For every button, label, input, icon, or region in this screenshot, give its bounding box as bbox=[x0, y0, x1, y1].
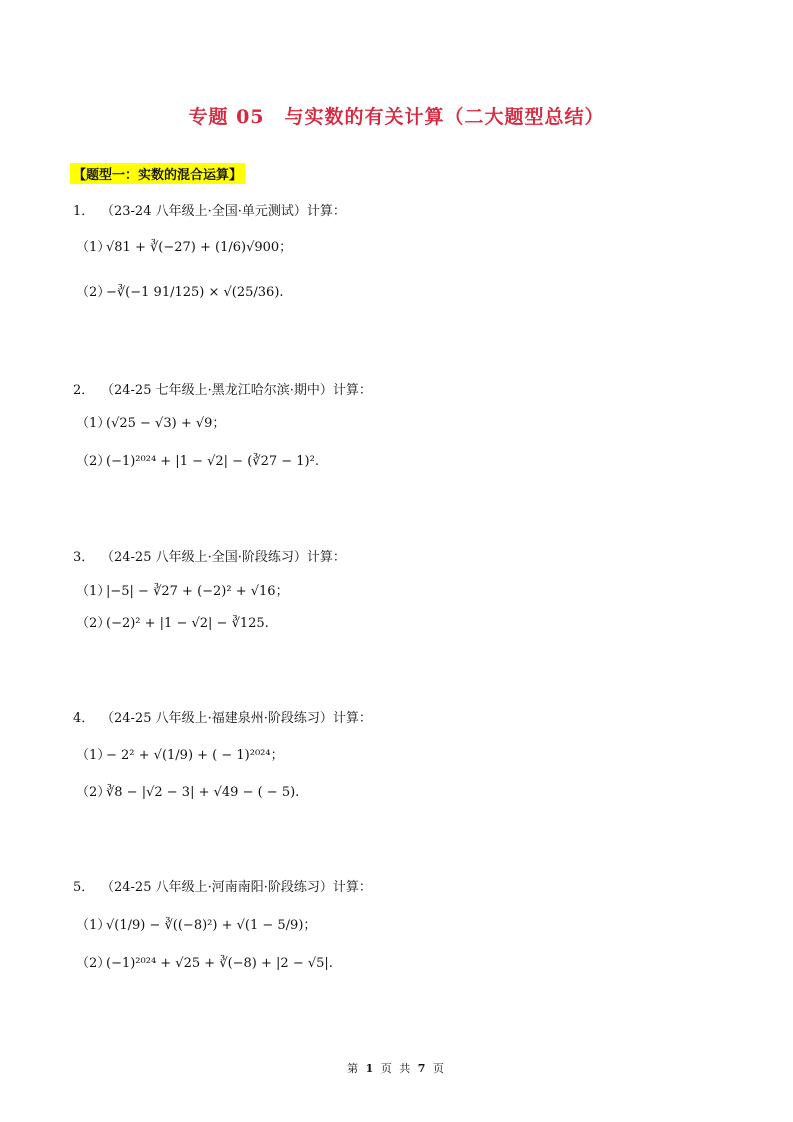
math-expression: (√25 − √3) + √9； bbox=[106, 416, 226, 431]
question-source: （24-25 八年级上·全国·阶段练习）计算： bbox=[101, 550, 346, 565]
question-1-part-1 bbox=[76, 236, 292, 255]
part-label: （1） bbox=[76, 240, 111, 255]
part-label: （1） bbox=[76, 584, 111, 599]
question-5-header bbox=[73, 876, 372, 895]
math-expression: −∛(−1 91/125) × √(25/36). bbox=[106, 285, 284, 300]
question-1-part-2 bbox=[76, 281, 284, 300]
part-label: （2） bbox=[76, 616, 111, 631]
question-1-header bbox=[73, 200, 346, 219]
part-label: （1） bbox=[76, 918, 111, 933]
total-pages: 7 bbox=[417, 1062, 428, 1075]
question-number: 1． bbox=[73, 204, 95, 219]
part-label: （2） bbox=[76, 454, 111, 469]
math-expression: (−1)²⁰²⁴ + |1 − √2| − (∛27 − 1)². bbox=[106, 454, 319, 469]
footer-middle: 页 共 bbox=[380, 1062, 413, 1075]
current-page-number: 1 bbox=[365, 1062, 376, 1075]
page-footer bbox=[0, 1060, 793, 1076]
question-2-header bbox=[73, 379, 372, 398]
part-label: （2） bbox=[76, 785, 111, 800]
question-number: 2． bbox=[73, 383, 95, 398]
math-expression: (−1)²⁰²⁴ + √25 + ∛(−8) + |2 − √5|. bbox=[106, 956, 333, 971]
question-5-part-1 bbox=[76, 914, 316, 933]
math-expression: |−5| − ∛27 + (−2)² + √16； bbox=[106, 584, 289, 599]
math-expression: ∛8 − |√2 − 3| + √49 − ( − 5). bbox=[106, 785, 300, 800]
title-main: 与实数的有关计算（二大题型总结） bbox=[284, 106, 605, 128]
question-4-part-2 bbox=[76, 781, 299, 800]
question-4-header bbox=[73, 707, 372, 726]
math-expression: − 2² + √(1/9) + ( − 1)²⁰²⁴； bbox=[106, 748, 284, 763]
math-expression: √81 + ∛(−27) + (1/6)√900； bbox=[106, 240, 293, 255]
question-source: （24-25 八年级上·福建泉州·阶段练习）计算： bbox=[101, 711, 372, 726]
part-label: （1） bbox=[76, 416, 111, 431]
question-3-part-2 bbox=[76, 612, 269, 631]
section-heading: 【题型一：实数的混合运算】 bbox=[70, 163, 245, 184]
footer-prefix: 第 bbox=[347, 1062, 361, 1075]
title-lead: 专题 05 bbox=[188, 106, 265, 128]
question-number: 4． bbox=[73, 711, 95, 726]
page-title bbox=[0, 102, 793, 129]
question-source: （24-25 八年级上·河南南阳·阶段练习）计算： bbox=[101, 880, 372, 895]
question-source: （23-24 八年级上·全国·单元测试）计算： bbox=[101, 204, 346, 219]
math-expression: √(1/9) − ∛((−8)²) + √(1 − 5/9)； bbox=[106, 918, 317, 933]
question-4-part-1 bbox=[76, 744, 284, 763]
part-label: （1） bbox=[76, 748, 111, 763]
question-2-part-1 bbox=[76, 412, 225, 431]
question-source: （24-25 七年级上·黑龙江哈尔滨·期中）计算： bbox=[101, 383, 372, 398]
question-2-part-2 bbox=[76, 450, 319, 469]
question-5-part-2 bbox=[76, 952, 333, 971]
footer-suffix: 页 bbox=[432, 1062, 446, 1075]
question-3-header bbox=[73, 546, 346, 565]
part-label: （2） bbox=[76, 285, 111, 300]
question-number: 5． bbox=[73, 880, 95, 895]
question-3-part-1 bbox=[76, 580, 289, 599]
question-number: 3． bbox=[73, 550, 95, 565]
part-label: （2） bbox=[76, 956, 111, 971]
math-expression: (−2)² + |1 − √2| − ∛125. bbox=[106, 616, 269, 631]
